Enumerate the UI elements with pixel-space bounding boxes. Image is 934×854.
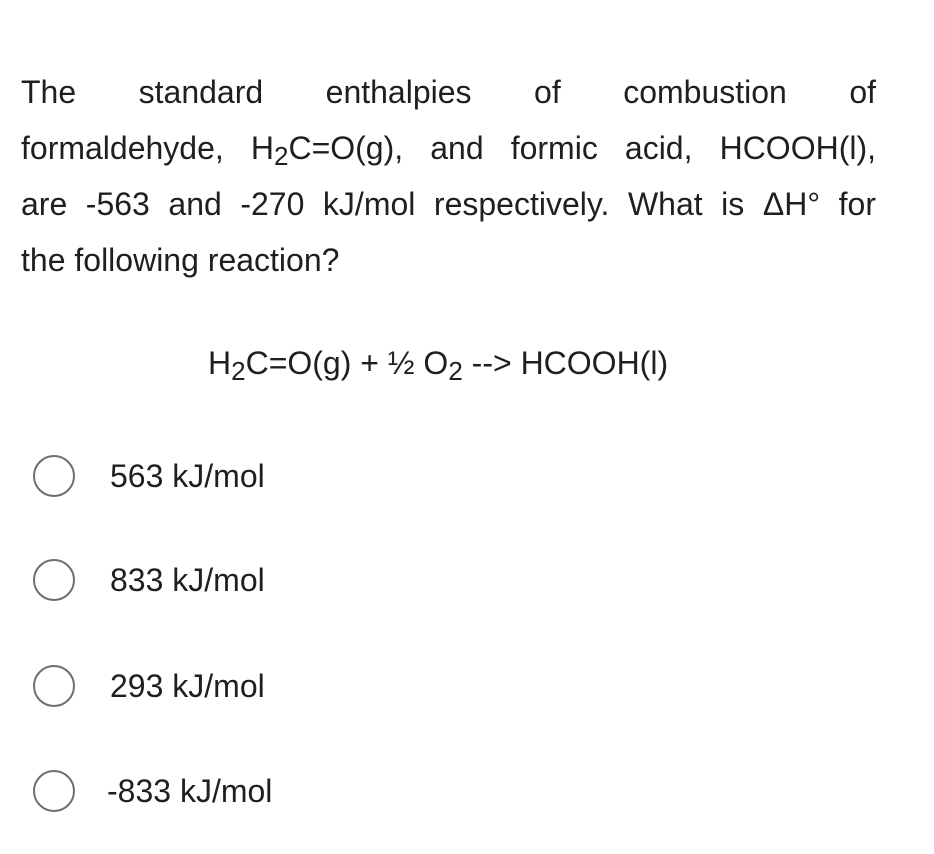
equation-part-2: C=O(g) + ½ O: [245, 345, 449, 381]
answer-option-3[interactable]: [33, 661, 265, 711]
answer-option-2[interactable]: [33, 555, 265, 605]
equation-subscript-1: 2: [231, 356, 246, 386]
question-text: [21, 64, 876, 288]
answer-option-label: -833 kJ/mol: [107, 772, 273, 809]
question-line-4: the following reaction?: [21, 242, 340, 278]
question-line-2-start: formaldehyde, H: [21, 130, 274, 166]
equation-part-1: H: [208, 345, 232, 381]
answer-option-label: 563 kJ/mol: [110, 457, 265, 494]
answer-option-4[interactable]: [33, 766, 272, 816]
question-line-3: are -563 and -270 kJ/mol respectively. What is ΔH° for: [21, 186, 876, 222]
radio-button[interactable]: [33, 455, 75, 497]
answer-option-1[interactable]: [33, 451, 265, 501]
subscript-2: 2: [273, 141, 289, 171]
equation-part-3: --> HCOOH(l): [462, 345, 669, 381]
question-line-2: [21, 120, 876, 176]
equation-subscript-2: 2: [448, 356, 463, 386]
radio-button[interactable]: [33, 559, 75, 601]
radio-button[interactable]: [33, 770, 75, 812]
answer-option-label: 833 kJ/mol: [110, 561, 265, 598]
question-line-1: The standard enthalpies of combustion of: [21, 74, 876, 110]
radio-button[interactable]: [33, 665, 75, 707]
reaction-equation: [208, 338, 668, 388]
answer-option-label: 293 kJ/mol: [110, 667, 265, 704]
question-line-2-end: C=O(g), and formic acid, HCOOH(l),: [288, 130, 877, 166]
